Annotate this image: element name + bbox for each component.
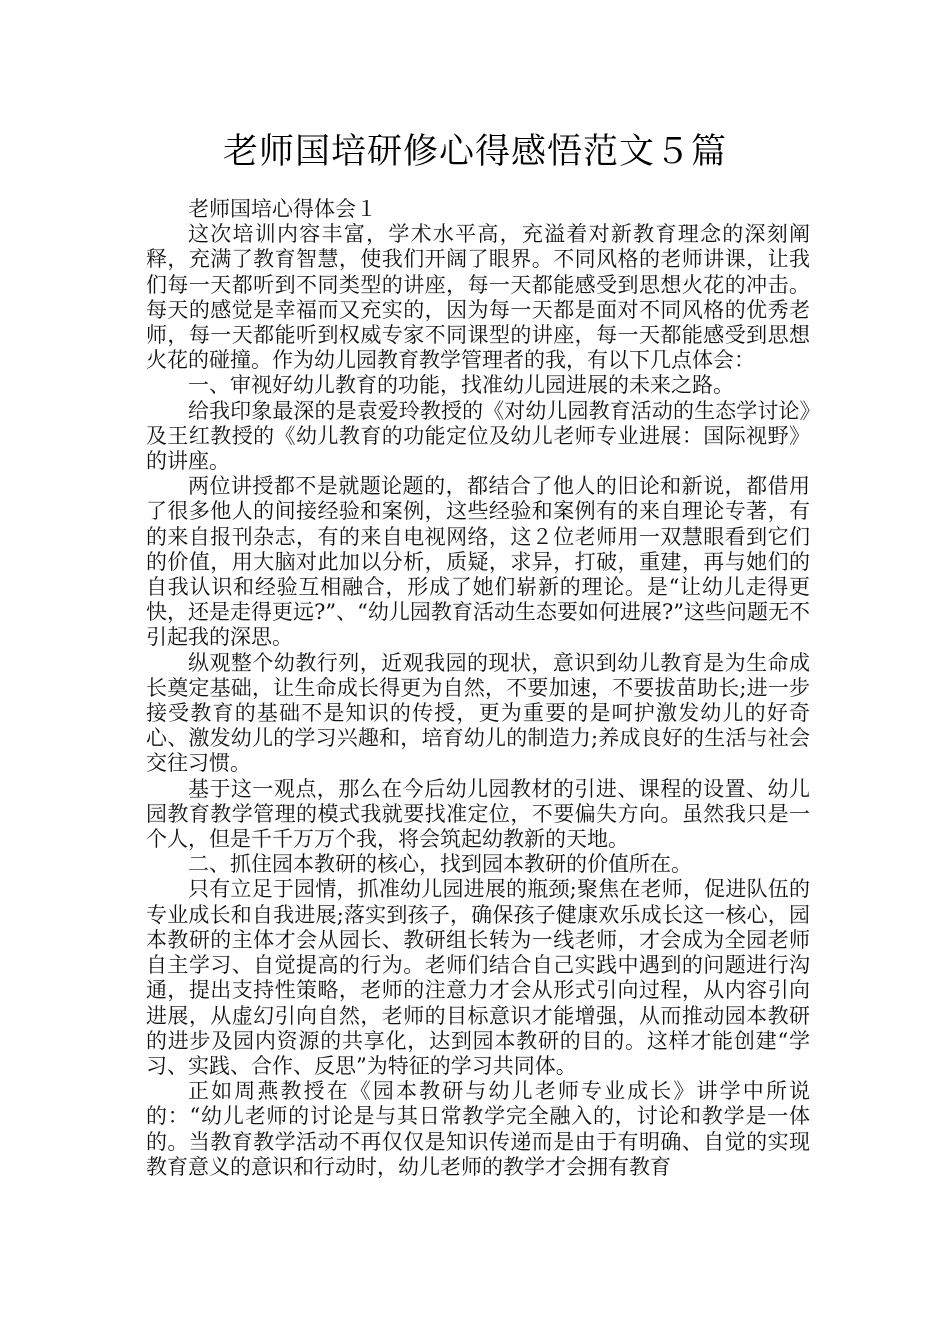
paragraph: 正如周燕教授在《园本教研与幼儿老师专业成长》讲学中所说的：“幼儿老师的讨论是与其日常教学完全融入的，讨论和教学是一体的。当教育教学活动不再仅仅是知识传递而是由于有明确、自觉的实现教育意义的意识和行动时，幼儿老师的教学才会拥有教育 <box>146 1079 810 1179</box>
paragraph: 纵观整个幼教行列，近观我园的现状，意识到幼儿教育是为生命成长奠定基础，让生命成长得更为自然，不要加速，不要拔苗助长;进一步接受教育的基础不是知识的传授，更为重要的是呵护激发幼儿的好奇心、激发幼儿的学习兴趣和，培育幼儿的制造力;养成良好的生活与社会交往习惯。 <box>146 650 810 776</box>
document-body <box>146 197 810 1180</box>
paragraph-intro: 这次培训内容丰富，学术水平高，充溢着对新教育理念的深刻阐释，充满了教育智慧，使我们开阔了眼界。不同风格的老师讲课，让我们每一天都听到不同类型的讲座，每一天都能感受到思想火花的冲击。每天的感觉是幸福而又充实的，因为每一天都是面对不同风格的优秀老师，每一天都能听到权威专家不同课型的讲座，每一天都能感受到思想火花的碰撞。作为幼儿园教育教学管理者的我，有以下几点体会： <box>146 222 810 373</box>
section-heading-2: 二、抓住园本教研的核心，找到园本教研的价值所在。 <box>188 852 692 877</box>
section-heading-1: 一、审视好幼儿教育的功能，找准幼儿园进展的未来之路。 <box>188 373 734 398</box>
document-title: 老师国培研修心得感悟范文５篇 <box>222 132 727 172</box>
paragraph: 基于这一观点，那么在今后幼儿园教材的引进、课程的设置、幼儿园教育教学管理的模式我就要找准定位，不要偏失方向。虽然我只是一个人，但是千千万万个我，将会筑起幼教新的天地。 <box>146 776 810 852</box>
paragraph: 给我印象最深的是袁爱玲教授的《对幼儿园教育活动的生态学讨论》及王红教授的《幼儿教育的功能定位及幼儿老师专业进展：国际视野》的讲座。 <box>146 398 810 474</box>
paragraph: 只有立足于园情，抓准幼儿园进展的瓶颈;聚焦在老师，促进队伍的专业成长和自我进展;落实到孩子，确保孩子健康欢乐成长这一核心，园本教研的主体才会从园长、教研组长转为一线老师，才会成为全园老师自主学习、自觉提高的行为。老师们结合自己实践中遇到的问题进行沟通，提出支持性策略，老师的注意力才会从形式引向过程，从内容引向进展，从虚幻引向自然，老师的目标意识才能增强，从而推动园本教研的进步及园内资源的共享化，达到园本教研的目的。这样才能创建“学习、实践、合作、反思”为特征的学习共同体。 <box>146 877 810 1078</box>
paragraph: 两位讲授都不是就题论题的，都结合了他人的旧论和新说，都借用了很多他人的间接经验和案例，这些经验和案例有的来自理论专著，有的来自报刊杂志，有的来自电视网络，这２位老师用一双慧眼看到它们的价值，用大脑对此加以分析，质疑，求异，打破，重建，再与她们的自我认识和经验互相融合，形成了她们崭新的理论。是“让幼儿走得更快，还是走得更远?”、“幼儿园教育活动生态要如何进展?”这些问题无不引起我的深思。 <box>146 474 810 650</box>
paragraph-heading-1: 老师国培心得体会１ <box>188 197 377 221</box>
